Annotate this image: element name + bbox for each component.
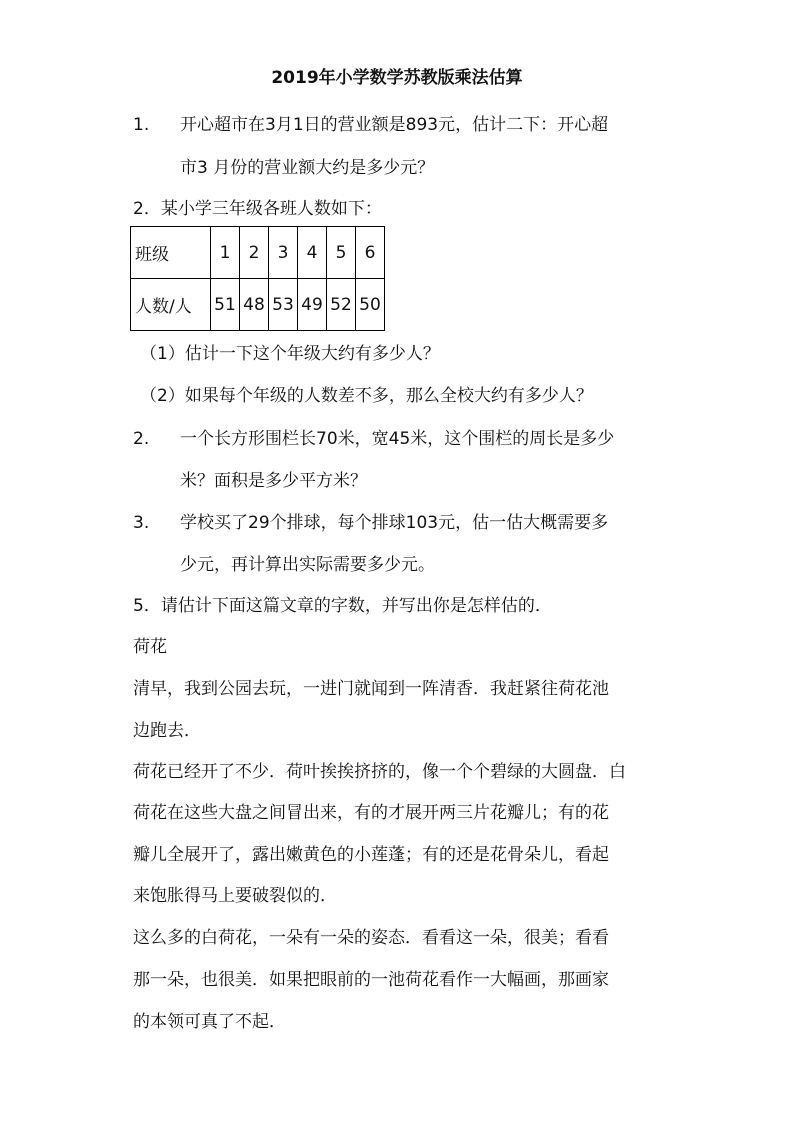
q2-sub1: （1）估计一下这个年级大约有多少人？ [140, 344, 440, 364]
table-row [131, 227, 385, 279]
article-p3-line1: 这么多的白荷花，一朵有一朵的姿态．看看这一朵，很美；看看 [133, 928, 609, 948]
table-cell-class: 5 [327, 227, 356, 279]
table-cell-count: 51 [211, 279, 240, 331]
q2-intro: 2．某小学三年级各班人数如下： [133, 199, 382, 219]
q3-line2: 米？面积是多少平方米？ [180, 471, 367, 491]
table-cell-count-label: 人数/人 [131, 279, 211, 331]
table-cell-class: 3 [269, 227, 298, 279]
table-cell-count: 53 [269, 279, 298, 331]
q4-line1: 学校买了29个排球，每个排球103元，估一估大概需要多 [180, 513, 609, 533]
article-p1-line1: 清早，我到公园去玩，一进门就闻到一阵清香．我赶紧往荷花池 [133, 679, 609, 699]
document-title: 2019年小学数学苏教版乘法估算 [271, 68, 523, 88]
article-p3-line2: 那一朵，也很美．如果把眼前的一池荷花看作一大幅画，那画家 [133, 970, 609, 990]
table-row [131, 279, 385, 331]
q1-line2: 市3 月份的营业额大约是多少元？ [180, 158, 435, 178]
q1-number: 1. [133, 115, 150, 135]
article-p3-line3: 的本领可真了不起． [133, 1012, 286, 1032]
table-cell-class: 1 [211, 227, 240, 279]
q4-number: 3. [133, 513, 150, 533]
table-cell-class: 4 [298, 227, 327, 279]
table-cell-count: 48 [240, 279, 269, 331]
article-p2-line2: 荷花在这些大盘之间冒出来，有的才展开两三片花瓣儿；有的花 [133, 803, 609, 823]
table-cell-class: 6 [356, 227, 385, 279]
class-size-table [130, 226, 385, 331]
table-cell-class-label: 班级 [131, 227, 211, 279]
article-p2-line3: 瓣儿全展开了，露出嫩黄色的小莲蓬；有的还是花骨朵儿，看起 [133, 845, 609, 865]
q3-number: 2. [133, 429, 150, 449]
table-cell-count: 50 [356, 279, 385, 331]
article-p1-line2: 边跑去． [133, 721, 201, 741]
q1-line1: 开心超市在3月1日的营业额是893元，估计二下：开心超 [180, 115, 609, 135]
q5-intro: 5．请估计下面这篇文章的字数，并写出你是怎样估的． [133, 596, 552, 616]
q4-line2: 少元，再计算出实际需要多少元。 [180, 555, 435, 575]
q3-line1: 一个长方形围栏长70米，宽45米，这个围栏的周长是多少 [180, 429, 615, 449]
q2-sub2: （2）如果每个年级的人数差不多，那么全校大约有多少人？ [140, 386, 593, 406]
table-cell-class: 2 [240, 227, 269, 279]
article-p2-line4: 来饱胀得马上要破裂似的． [133, 886, 337, 906]
article-title: 荷花 [133, 637, 167, 657]
table-cell-count: 49 [298, 279, 327, 331]
article-p2-line1: 荷花已经开了不少．荷叶挨挨挤挤的，像一个个碧绿的大圆盘．白 [133, 762, 626, 782]
table-cell-count: 52 [327, 279, 356, 331]
